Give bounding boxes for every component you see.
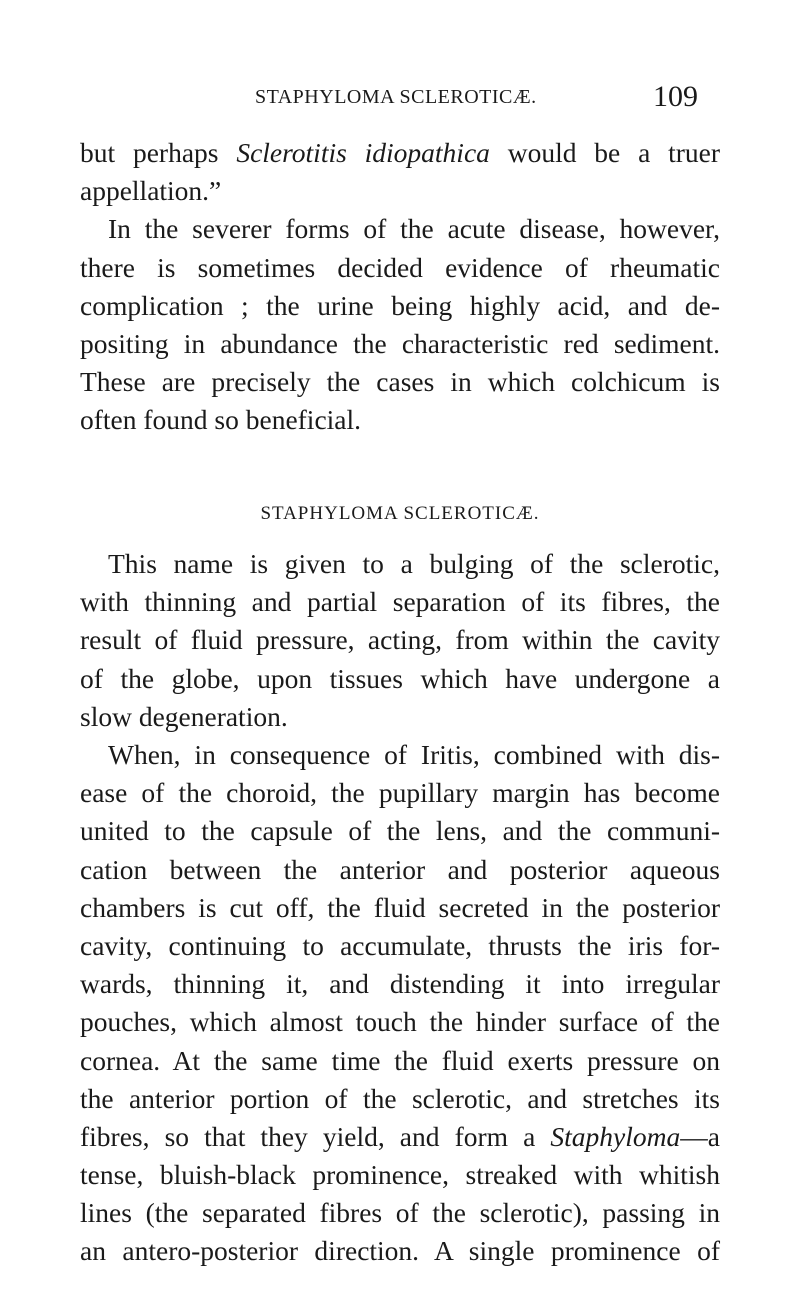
text-line: of the globe, upon tissues which have undergone a [80, 662, 720, 694]
text-line: result of fluid pressure, acting, from within the cavity [80, 624, 720, 656]
text-line: with thinning and partial separation of its fibres, the [80, 586, 720, 618]
text-line: pouches, which almost touch the hinder surface of the [80, 1006, 720, 1038]
text-line: wards, thinning it, and distending it into irregular [80, 968, 720, 1000]
page-number: 109 [653, 80, 698, 113]
text-line: the anterior portion of the sclerotic, and stretches its [80, 1082, 720, 1114]
text-line: tense, bluish-black prominence, streaked with whitish [80, 1159, 720, 1191]
paragraph-definition [80, 545, 720, 736]
text-line: This name is given to a bulging of the sclerotic, [108, 548, 720, 579]
text-line: When, in consequence of Iritis, combined with dis- [108, 739, 720, 770]
text-line: cavity, continuing to accumulate, thrusts the iris for- [80, 929, 720, 961]
text-line: cation between the anterior and posterior aqueous [80, 853, 720, 885]
text-line: These are precisely the cases in which colchicum is [80, 366, 720, 398]
paragraph-continuation [80, 134, 720, 210]
text-line: slow degeneration. [80, 700, 288, 732]
text-line: there is sometimes decided evidence of rheumatic [80, 251, 720, 283]
text-line: appellation.” [80, 175, 222, 207]
running-head: STAPHYLOMA SCLEROTICÆ. [255, 86, 537, 108]
text-line: positing in abundance the characteristic red sediment. [80, 327, 720, 359]
text-line: but perhaps Sclerotitis idiopathica would be a truer [80, 137, 721, 168]
text-line: united to the capsule of the lens, and the communi- [80, 815, 720, 847]
text-line: In the severer forms of the acute disease, however, [108, 213, 720, 245]
text-line: complication ; the urine being highly acid, and de- [80, 289, 720, 321]
section-heading: STAPHYLOMA SCLEROTICÆ. [260, 503, 540, 524]
italic-term: Staphyloma [550, 1120, 681, 1152]
paragraph-iritis [80, 736, 720, 1271]
text-line: fibres, so that they yield, and form a Staphyloma—a [80, 1120, 720, 1152]
italic-term: Sclerotitis idiopathica [236, 137, 490, 168]
paragraph-rheumatic [80, 210, 720, 439]
text-line: ease of the choroid, the pupillary margin has become [80, 777, 720, 809]
text-line: often found so beneficial. [80, 404, 362, 436]
text-line: an antero-posterior direction. A single prominence of [80, 1235, 720, 1267]
text-line: cornea. At the same time the fluid exerts pressure on [80, 1044, 720, 1076]
text-line: chambers is cut off, the fluid secreted in the posterior [80, 891, 720, 923]
text-line: lines (the separated fibres of the sclerotic), passing in [80, 1197, 720, 1229]
